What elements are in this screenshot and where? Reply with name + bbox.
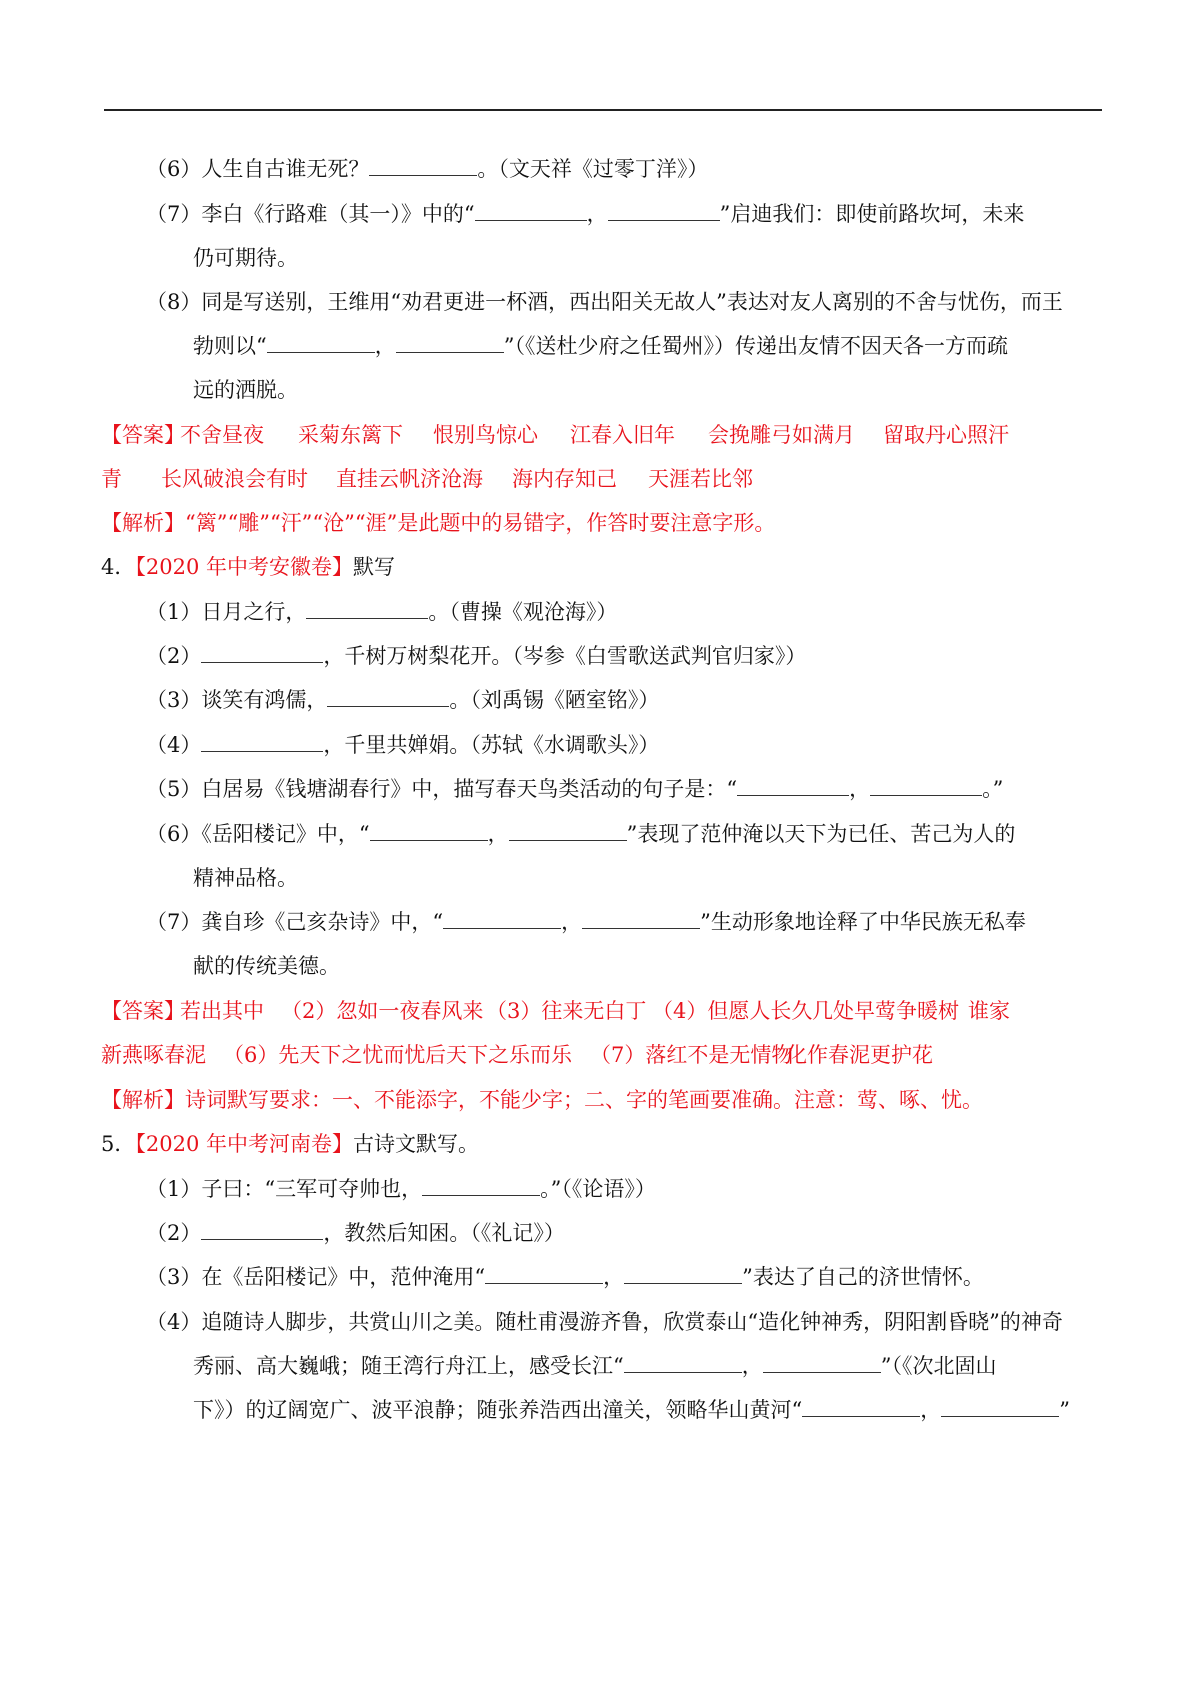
analysis-text: 诗词默写要求：一、不能添字，不能少字；二、字的笔画要准确。注意：莺、啄、忧。	[185, 1088, 983, 1112]
answer-blank[interactable]	[475, 200, 587, 221]
question-source: 【2020 年中考河南卷】	[135, 1132, 353, 1156]
q3-item-7-cont: 仍可期待。	[193, 246, 298, 270]
item-text: 同是写送别，王维用“劝君更进一杯酒，西出阳关无故人”表达对友人离别的不舍与忧伤，而王	[201, 290, 1063, 314]
q5-item-4-line3	[193, 1396, 1070, 1424]
answer-blank[interactable]	[608, 200, 720, 221]
q5-item-4-line2	[193, 1352, 996, 1380]
item-number: （5）	[146, 777, 202, 801]
question-number: 4．	[101, 555, 136, 579]
q4-item-6	[146, 820, 1015, 848]
item-number: （1）	[146, 1177, 202, 1201]
item-number: （6）	[146, 822, 202, 846]
item-number: （3）	[146, 688, 202, 712]
answer-blank[interactable]	[941, 1396, 1059, 1417]
item-text: 李白《行路难（其一）》中的“	[201, 202, 475, 226]
q5-item-4	[146, 1308, 1063, 1336]
answer-item: 天涯若比邻	[648, 467, 753, 491]
answer-item: 新燕啄春泥	[101, 1043, 206, 1067]
item-text: 。（文天祥《过零丁洋》）	[477, 157, 709, 181]
item-text: 《岳阳楼记》中，“	[201, 822, 370, 846]
q4-item-2	[146, 642, 806, 670]
answer-item: （4）但愿人长久	[652, 999, 813, 1023]
item-text: 。（刘禹锡《陋室铭》）	[449, 688, 660, 712]
item-text: ”	[1059, 1398, 1070, 1422]
q5-item-2	[146, 1219, 565, 1247]
answer-item: 留取丹心照汗	[883, 423, 1009, 447]
item-text: 在《岳阳楼记》中，范仲淹用“	[201, 1265, 486, 1289]
answer-blank[interactable]	[737, 775, 849, 796]
item-text: ，	[374, 334, 396, 358]
item-text: ，	[920, 1398, 942, 1422]
q4-item-3	[146, 686, 659, 714]
answer-blank[interactable]	[582, 908, 700, 929]
item-number: （4）	[146, 733, 202, 757]
q3-item-8-line2	[193, 332, 1008, 360]
q4-item-7-cont: 献的传统美德。	[193, 954, 340, 978]
item-text: 谈笑有鸿儒，	[201, 688, 328, 712]
answer-blank[interactable]	[396, 332, 504, 353]
q4-header	[101, 553, 395, 581]
answer-item: （7）落红不是无情物	[590, 1043, 793, 1067]
item-number: （2）	[146, 644, 202, 668]
answer-blank[interactable]	[802, 1396, 920, 1417]
q4-item-4	[146, 731, 659, 759]
q4-item-5	[146, 775, 1003, 803]
q5-header	[101, 1130, 479, 1158]
item-number: （8）	[146, 290, 202, 314]
item-number: （6）	[146, 157, 202, 181]
item-text: ”生动形象地诠释了中华民族无私奉	[700, 910, 1026, 934]
answer-blank[interactable]	[624, 1352, 742, 1373]
item-text: ，	[586, 202, 608, 226]
q4-answer-tag: 【答案】	[101, 999, 185, 1023]
item-number: （7）	[146, 910, 202, 934]
item-text: ，教然后知困。（《礼记》）	[323, 1221, 565, 1245]
item-text: ”启迪我们：即使前路坎坷，未来	[719, 202, 1025, 226]
answer-blank[interactable]	[267, 332, 375, 353]
q4-item-6-cont: 精神品格。	[193, 866, 298, 890]
q3-item-8-cont: 远的洒脱。	[193, 378, 298, 402]
answer-blank[interactable]	[763, 1352, 881, 1373]
item-text: 。”（《论语》）	[540, 1177, 656, 1201]
answer-blank[interactable]	[201, 731, 323, 752]
answer-item: 后天下之乐而乐	[425, 1043, 572, 1067]
q3-answer-tag: 【答案】	[101, 423, 185, 447]
item-text: ”（《送杜少府之任蜀州》）传递出友情不因天各一方而疏	[503, 334, 1008, 358]
item-text: ，千里共婵娟。（苏轼《水调歌头》）	[323, 733, 660, 757]
answer-blank[interactable]	[327, 686, 449, 707]
answer-item: 采菊东篱下	[298, 423, 403, 447]
answer-item: 若出其中	[180, 999, 264, 1023]
item-text: 追随诗人脚步，共赏山川之美。随杜甫漫游齐鲁，欣赏泰山“造化钟神秀，阴阳割昏晓”的神奇	[201, 1310, 1063, 1334]
q5-item-1	[146, 1175, 656, 1203]
item-text: 。”	[982, 777, 1004, 801]
q3-item-7	[146, 200, 1024, 228]
answer-blank[interactable]	[201, 1219, 323, 1240]
q3-analysis	[101, 509, 775, 537]
answer-item: （2）忽如一夜春风来	[281, 999, 484, 1023]
item-text: 秀丽、高大巍峨；随王湾行舟江上，感受长江“	[193, 1354, 624, 1378]
item-text: ，	[849, 777, 871, 801]
answer-item: 恨别鸟惊心	[433, 423, 538, 447]
item-text: 子曰：“三军可夺帅也，	[201, 1177, 423, 1201]
q4-item-1	[146, 598, 617, 626]
answer-blank[interactable]	[870, 775, 982, 796]
answer-item: 不舍昼夜	[180, 423, 264, 447]
answer-blank[interactable]	[306, 598, 428, 619]
question-number: 5．	[101, 1132, 136, 1156]
item-text: 人生自古谁无死？	[201, 157, 370, 181]
question-source: 【2020 年中考安徽卷】	[135, 555, 353, 579]
header-rule	[104, 109, 1102, 111]
item-number: （3）	[146, 1265, 202, 1289]
item-text: 白居易《钱塘湖春行》中，描写春天鸟类活动的句子是：“	[201, 777, 738, 801]
answer-item: 海内存知己	[512, 467, 617, 491]
item-number: （4）	[146, 1310, 202, 1334]
item-text: ，千树万树梨花开。（岑参《白雪歌送武判官归家》）	[323, 644, 807, 668]
answer-item: 直挂云帆济沧海	[336, 467, 483, 491]
item-number: （1）	[146, 600, 202, 624]
answer-blank[interactable]	[369, 155, 477, 176]
analysis-tag: 【解析】	[101, 511, 185, 535]
analysis-tag: 【解析】	[101, 1088, 185, 1112]
item-text: 勃则以“	[193, 334, 267, 358]
item-text: ”（《次北固山	[880, 1354, 997, 1378]
item-text: ”表现了范仲淹以天下为已任、苦己为人的	[626, 822, 1016, 846]
answer-blank[interactable]	[370, 820, 488, 841]
answer-item: （3）往来无白丁	[486, 999, 647, 1023]
question-title: 古诗文默写。	[353, 1132, 479, 1156]
item-text: 下》）的辽阔宽广、波平浪静；随张养浩西出潼关，领略华山黄河“	[193, 1398, 803, 1422]
answer-blank[interactable]	[422, 1175, 540, 1196]
item-text: ”表达了自己的济世情怀。	[742, 1265, 984, 1289]
answer-item: 会挽雕弓如满月	[708, 423, 855, 447]
answer-item: 化作春泥更护花	[786, 1043, 933, 1067]
q4-analysis	[101, 1086, 983, 1114]
answer-item: 几处早莺争暖树	[812, 999, 959, 1023]
answer-item: 谁家	[968, 999, 1010, 1023]
item-text: 。（曹操《观沧海》）	[428, 600, 618, 624]
q3-item-6	[146, 155, 708, 183]
answer-blank[interactable]	[201, 642, 323, 663]
answer-item: 江春入旧年	[570, 423, 675, 447]
answer-item: 长风破浪会有时	[161, 467, 308, 491]
item-text: 龚自珍《己亥杂诗》中，“	[201, 910, 444, 934]
item-text: ，	[603, 1265, 625, 1289]
item-number: （7）	[146, 202, 202, 226]
item-text: ，	[487, 822, 509, 846]
analysis-text: “篱”“雕”“汗”“沧”“涯”是此题中的易错字，作答时要注意字形。	[185, 511, 776, 535]
answer-blank[interactable]	[624, 1263, 742, 1284]
answer-blank[interactable]	[443, 908, 561, 929]
q3-item-8	[146, 288, 1063, 316]
answer-blank[interactable]	[509, 820, 627, 841]
item-text: ，	[741, 1354, 763, 1378]
answer-item: 青	[101, 467, 122, 491]
item-number: （2）	[146, 1221, 202, 1245]
question-title: 默写	[353, 555, 395, 579]
item-text: 日月之行，	[201, 600, 307, 624]
answer-item: （6）先天下之忧而忧	[223, 1043, 426, 1067]
item-text: ，	[561, 910, 583, 934]
q4-item-7	[146, 908, 1026, 936]
answer-blank[interactable]	[485, 1263, 603, 1284]
q5-item-3	[146, 1263, 984, 1291]
